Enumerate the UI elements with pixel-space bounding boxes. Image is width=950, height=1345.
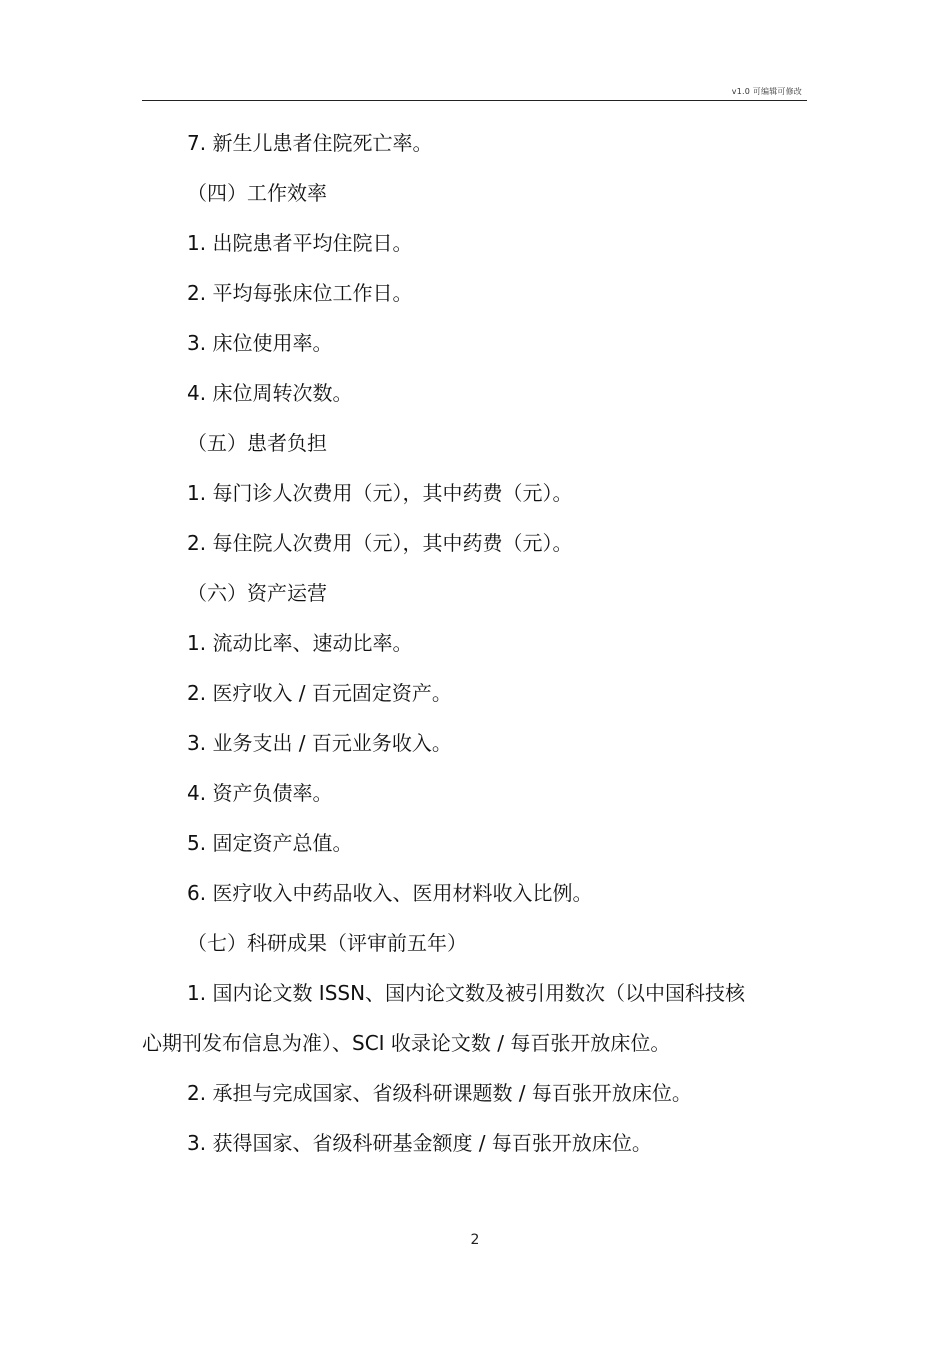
header-divider	[142, 100, 807, 101]
body-text	[142, 118, 807, 1168]
page-number: 2	[470, 1232, 480, 1248]
text-line: 2. 承担与完成国家、省级科研课题数 / 每百张开放床位。	[187, 1081, 692, 1105]
text-line: 2. 每住院人次费用（元），其中药费（元）。	[187, 531, 573, 555]
text-line: （五）患者负担	[187, 431, 327, 455]
text-line: 3. 业务支出 / 百元业务收入。	[187, 731, 452, 755]
text-line: 6. 医疗收入中药品收入、医用材料收入比例。	[187, 881, 593, 905]
text-line: （六）资产运营	[187, 581, 327, 605]
text-line: 5. 固定资产总值。	[187, 831, 353, 855]
header-version-note: v1.0 可编辑可修改	[731, 87, 802, 96]
text-line: 2. 平均每张床位工作日。	[187, 281, 413, 305]
text-line: 3. 床位使用率。	[187, 331, 333, 355]
text-line: 1. 出院患者平均住院日。	[187, 231, 413, 255]
text-line: （七）科研成果（评审前五年）	[187, 931, 467, 955]
text-line: 4. 资产负债率。	[187, 781, 333, 805]
text-line: 2. 医疗收入 / 百元固定资产。	[187, 681, 452, 705]
text-line: 1. 国内论文数 ISSN、国内论文数及被引用数次（以中国科技核	[187, 981, 746, 1005]
text-line: 7. 新生儿患者住院死亡率。	[187, 131, 433, 155]
text-line: 1. 流动比率、速动比率。	[187, 631, 413, 655]
text-line: 3. 获得国家、省级科研基金额度 / 每百张开放床位。	[187, 1131, 652, 1155]
text-line: 1. 每门诊人次费用（元），其中药费（元）。	[187, 481, 573, 505]
text-line: 4. 床位周转次数。	[187, 381, 353, 405]
text-line: （四）工作效率	[187, 181, 327, 205]
text-line: 心期刊发布信息为准）、SCI 收录论文数 / 每百张开放床位。	[142, 1031, 671, 1055]
